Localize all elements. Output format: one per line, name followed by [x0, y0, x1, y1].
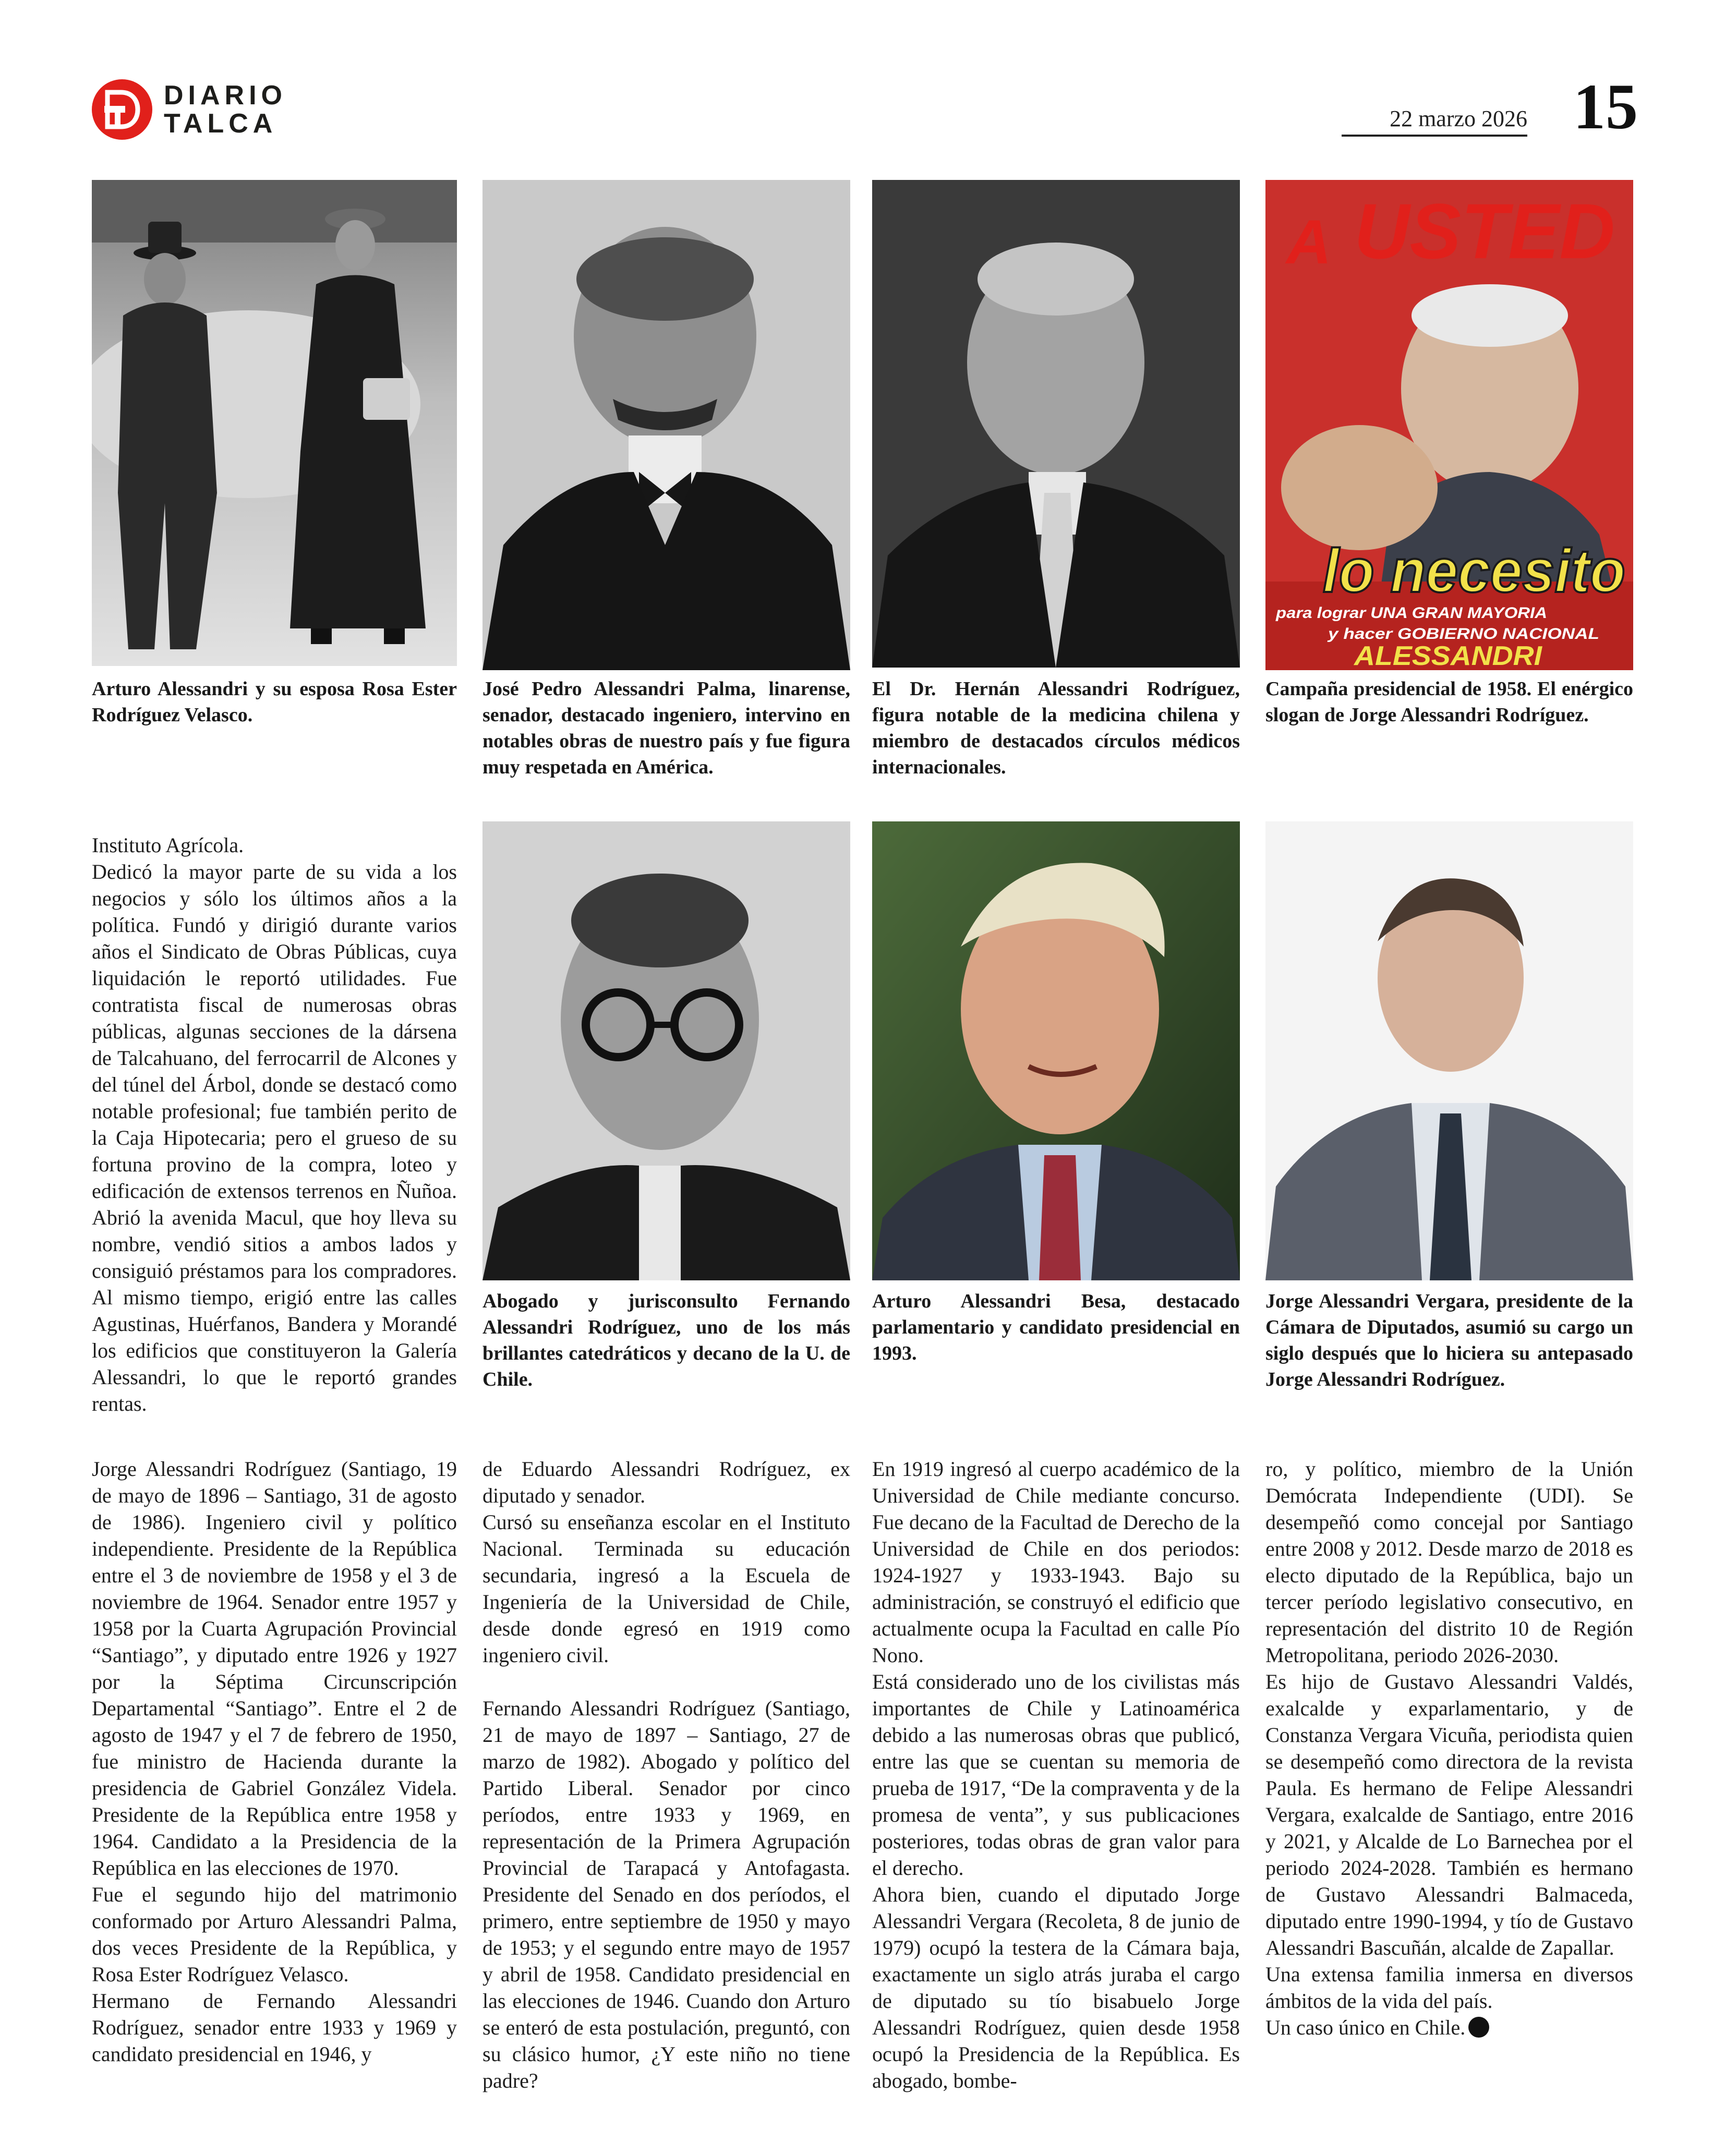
- poster-headline-a: A: [1286, 207, 1332, 277]
- article-intro-block: [92, 832, 457, 1417]
- issue-date: 22 marzo 2026: [1342, 105, 1527, 137]
- poster-headline-usted: USTED: [1354, 187, 1615, 275]
- photo-caption: Arturo Alessandri y su esposa Rosa Ester Rodríguez Velasco.: [92, 678, 457, 726]
- photo-caption: José Pedro Alessandri Palma, linarense, senador, destacado ingeniero, intervino en notables obras de nuestro país y fue figura muy respetada en América.: [482, 678, 850, 778]
- photo-caption: Arturo Alessandri Besa, destacado parlamentario y candidato presidencial en 1993.: [872, 1290, 1240, 1364]
- paragraph: Hermano de Fernando Alessandri Rodríguez, senador entre 1933 y 1969 y candidato presidencial en 1946, y: [92, 1989, 457, 2066]
- paragraph: Una extensa familia inmersa en diversos ámbitos de la vida del país.: [1265, 1963, 1633, 2013]
- article-column-2: [482, 1456, 850, 2094]
- paragraph: Jorge Alessandri Rodríguez (Santiago, 19 de mayo de 1896 – Santiago, 31 de agosto de 1986). Ingeniero civil y político independiente. Presidente de la República entre el 3 de noviembre de 1958 y el 3 de noviembre de 1964. Senador entre 1957 y 1958 por la Cuarta Agrupación Provincial “Santiago”, y diputado entre 1926 y 1927 por la Séptima Circunscripción Departamental “Santiago”. Entre el 2 de agosto de 1947 y el 7 de febrero de 1950, fue ministro de Hacienda durante la presidencia de Gabriel González Videla. Presidente de la República entre 1958 y 1964. Candidato a la Presidencia de la República en las elecciones de 1970.: [92, 1457, 457, 1880]
- photo-caption: Jorge Alessandri Vergara, presidente de la Cámara de Diputados, asumió su cargo un siglo después que lo hiciera su antepasado Jorge Alessandri Rodríguez.: [1265, 1290, 1633, 1390]
- closing-line: [1265, 2014, 1633, 2041]
- poster-slogan: lo necesito: [1323, 537, 1625, 605]
- diario-talca-logo[interactable]: [92, 79, 311, 142]
- logo-d-icon: [103, 88, 141, 131]
- paragraph: Fue el segundo hijo del matrimonio conformado por Arturo Alessandri Palma, dos veces Presidente de la República, y Rosa Ester Rodríguez Velasco.: [92, 1883, 457, 1986]
- paragraph: Ahora bien, cuando el diputado Jorge Alessandri Vergara (Recoleta, 8 de junio de 1979) ocupó la testera de la Cámara baja, exactamente un siglo atrás juraba el cargo de diputado su tío bisabuelo Jorge Alessandri Rodríguez, quien desde 1958 ocupó la Presidencia de la República. Es abogado, bombe-: [872, 1883, 1240, 2092]
- article-column-3: [872, 1456, 1240, 2094]
- article-column-1: [92, 1456, 457, 2067]
- paragraph: de Eduardo Alessandri Rodríguez, ex diputado y senador.: [482, 1457, 850, 1507]
- paragraph: Cursó su enseñanza escolar en el Instituto Nacional. Terminada su educación secundaria, ingresó a la Escuela de Ingeniería de la Universidad de Chile, desde donde egresó en 1919 como ingeniero civil.: [482, 1510, 850, 1667]
- logo-badge: [92, 79, 152, 140]
- paragraph: ro, y político, miembro de la Unión Demócrata Independiente (UDI). Se desempeñó como concejal por Santiago entre 2008 y 2012. Desde marzo de 2018 es electo diputado de la República, bajo un tercer período legislativo consecutivo, en representación del distrito 10 de Región Metropolitana, periodo 2026-2030.: [1265, 1457, 1633, 1667]
- article-column-4: [1265, 1456, 1633, 2041]
- logo-wordmark: [164, 81, 287, 138]
- poster-line-1: para lograr UNA GRAN MAYORIA: [1275, 604, 1547, 622]
- logo-word-diario: DIARIO: [164, 80, 287, 111]
- paragraph: Está considerado uno de los civilistas más importantes de Chile y Latinoamérica debido a las numerosas obras que publicó, entre las que se cuentan su memoria de prueba de 1917, “De la compraventa y de la promesa de venta”, y sus publicaciones posteriores, todas obras de gran valor para el derecho.: [872, 1670, 1240, 1880]
- photo-caption: Campaña presidencial de 1958. El enérgico slogan de Jorge Alessandri Rodríguez.: [1265, 678, 1633, 726]
- paragraph: Es hijo de Gustavo Alessandri Valdés, exalcalde y exparlamentario, y de Constanza Vergara Vicuña, periodista quien se desempeñó como directora de la revista Paula. Es hermano de Felipe Alessandri Vergara, exalcalde de Santiago, entre 2016 y 2021, y Alcalde de Lo Barnechea por el periodo 2024-2028. También es hermano de Gustavo Alessandri Balmaceda, diputado entre 1990-1994, y tío de Gustavo Alessandri Bascuñán, alcalde de Zapallar.: [1265, 1670, 1633, 1959]
- logo-word-talca: TALCA: [164, 108, 278, 139]
- photo-jose-pedro-alessandri: [482, 180, 850, 670]
- photo-jorge-alessandri-vergara: [1265, 821, 1633, 1280]
- poster-line-2: y hacer GOBIERNO NACIONAL: [1326, 625, 1599, 643]
- paragraph: Dedicó la mayor parte de su vida a los negocios y sólo los últimos años a la política. Fundó y dirigió durante varios años el Sindicato de Obras Públicas, cuya liquidación le reportó utilidades. Fue contratista fiscal de numerosas obras públicas, algunas secciones de la dársena de Talcahuano, del ferrocarril de Alcones y del túnel del Árbol, donde se destacó como notable profesional; fue también perito de la Caja Hipotecaria; pero el grueso de su fortuna provino de la compra, loteo y edificación de extensos terrenos en Ñuñoa. Abrió la avenida Macul, que hoy lleva su nombre, vendió sitios a ambos lados y consiguió préstamos para los compradores. Al mismo tiempo, erigió entre las calles Agustinas, Huérfanos, Bandera y Morandé los edificios que constituyeron la Galería Alessandri, lo que le reportó grandes rentas.: [92, 860, 457, 1415]
- closing-text: Un caso único en Chile.: [1265, 2016, 1466, 2039]
- photo-caption: El Dr. Hernán Alessandri Rodríguez, figura notable de la medicina chilena y miembro de destacados círculos médicos internacionales.: [872, 678, 1240, 778]
- paragraph: En 1919 ingresó al cuerpo académico de la Universidad de Chile mediante concurso. Fue decano de la Facultad de Derecho de la Universidad de Chile en dos periodos: 1924-1927 y 1933-1943. Bajo su administración, se construyó el edificio que actualmente ocupa la Facultad en calle Pío Nono.: [872, 1457, 1240, 1667]
- campaign-poster-1958: [1265, 180, 1633, 670]
- paragraph: Fernando Alessandri Rodríguez (Santiago, 21 de mayo de 1897 – Santiago, 27 de marzo de 1982). Abogado y político del Partido Liberal. Senador por cinco períodos, entre 1933 y 1969, en representación de la Primera Agrupación Provincial de Tarapacá y Antofagasta. Presidente del Senado en dos períodos, el primero, entre septiembre de 1950 y mayo de 1953; y el segundo entre mayo de 1957 y abril de 1958. Candidato presidencial en las elecciones de 1946. Cuando don Arturo se enteró de esta postulación, preguntó, con su clásico humor, ¿Y este niño no tiene padre?: [482, 1697, 850, 2092]
- page-number: 15: [1573, 71, 1638, 142]
- photo-fernando-alessandri: [482, 821, 850, 1280]
- photo-hernan-alessandri: [872, 180, 1240, 668]
- photo-caption: Abogado y jurisconsulto Fernando Alessandri Rodríguez, uno de los más brillantes catedráticos y decano de la U. de Chile.: [482, 1290, 850, 1390]
- photo-arturo-y-rosa: [92, 180, 457, 666]
- poster-name: ALESSANDRI: [1353, 641, 1543, 670]
- end-of-article-icon: [1468, 2017, 1489, 2038]
- paragraph: Instituto Agrícola.: [92, 833, 244, 857]
- photo-arturo-alessandri-besa: [872, 821, 1240, 1280]
